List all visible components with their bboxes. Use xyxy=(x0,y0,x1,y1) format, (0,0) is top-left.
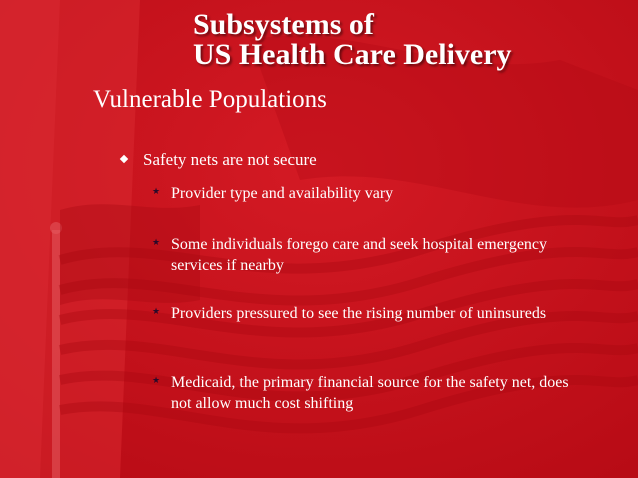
sub-bullet-text: Provider type and availability vary xyxy=(171,185,394,202)
sub-bullet-item xyxy=(152,372,572,414)
slide-subtitle: Vulnerable Populations xyxy=(93,86,327,113)
slide-title-line-1: Subsystems of xyxy=(193,8,374,41)
sub-bullet-text: Providers pressured to see the rising number of uninsureds xyxy=(171,305,547,322)
sub-bullet-item xyxy=(152,183,572,204)
sub-bullet-text: Some individuals forego care and seek hospital emergency services if nearby xyxy=(171,236,548,274)
sub-bullet-item xyxy=(152,234,572,276)
slide-title-line-2: US Health Care Delivery xyxy=(193,38,512,71)
main-bullet-text: Safety nets are not secure xyxy=(143,150,317,169)
star-bullet-icon: ★ xyxy=(152,186,161,196)
sub-bullet-item xyxy=(152,303,572,324)
sub-bullet-text: Medicaid, the primary financial source for the safety net, does not allow much cost shifting xyxy=(171,374,569,412)
slide-title xyxy=(193,10,512,70)
star-bullet-icon: ★ xyxy=(152,375,161,385)
star-bullet-icon: ★ xyxy=(152,237,161,247)
star-bullet-icon: ★ xyxy=(152,306,161,316)
